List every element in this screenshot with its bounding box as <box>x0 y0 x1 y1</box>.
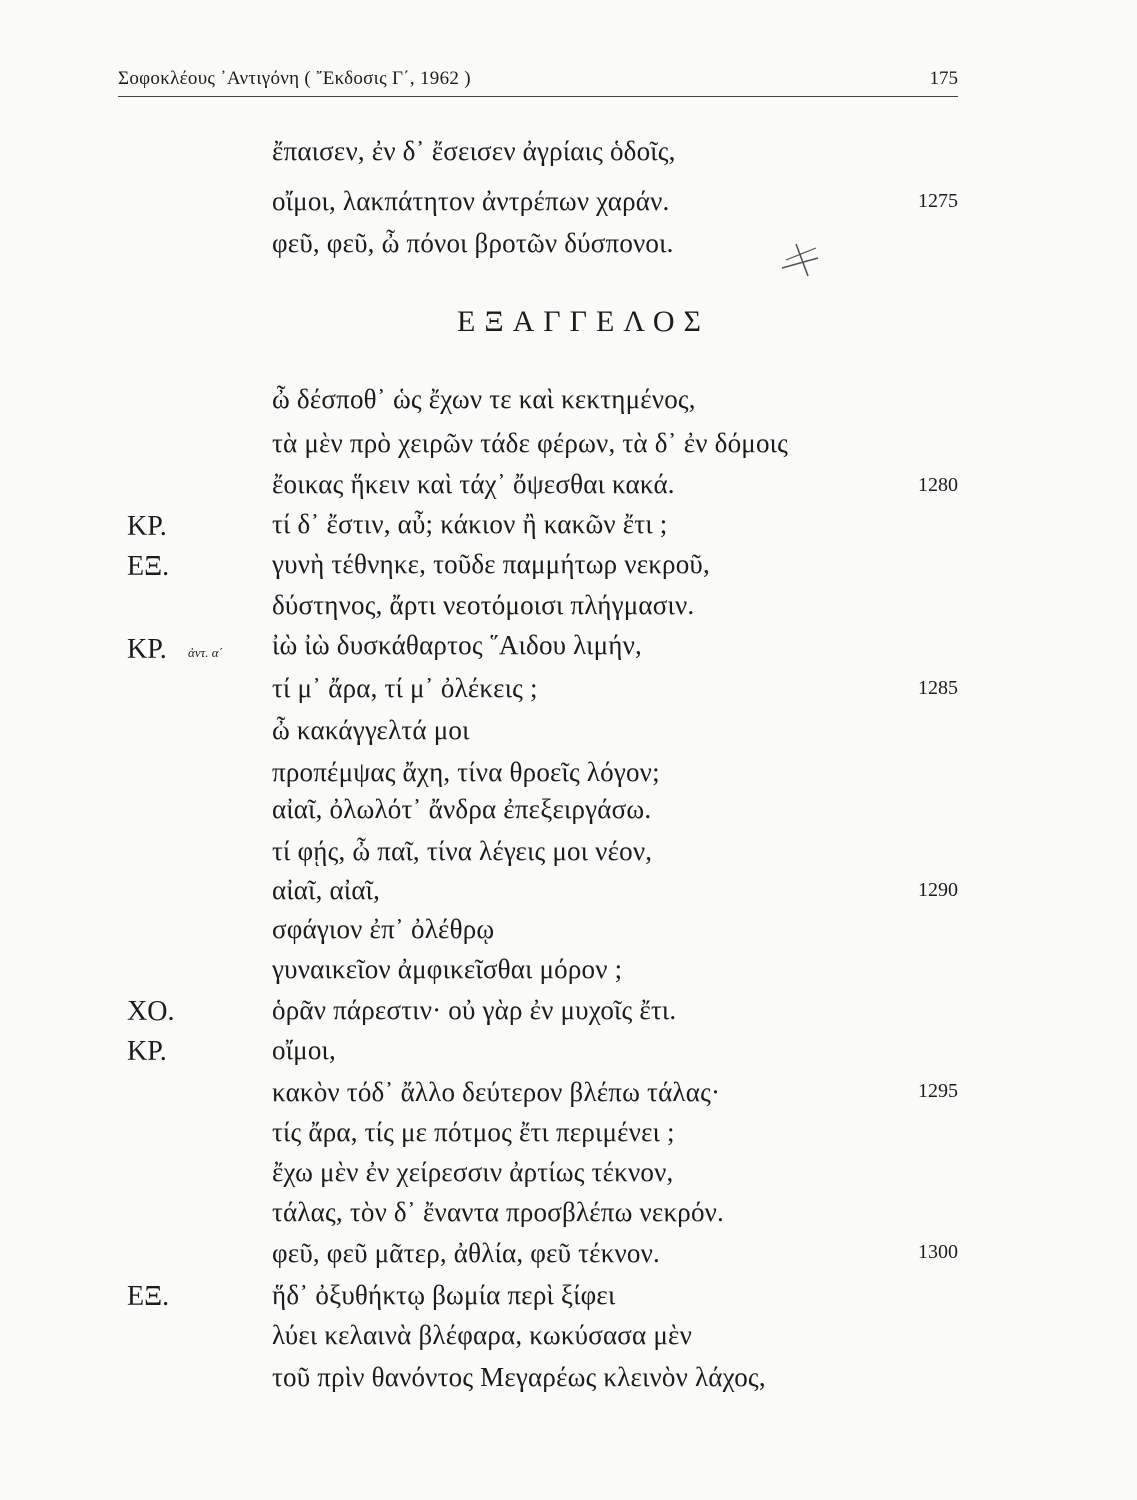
marginal-note: ἀντ. α΄ <box>188 645 223 660</box>
verse-line: δύστηνος, ἄρτι νεοτόμοισι πλήγμασιν. <box>272 590 695 620</box>
verse-line: αἰαῖ, ὀλωλότ᾽ ἄνδρα ἐπεξειργάσω. <box>272 794 652 824</box>
verse-line: ἔοικας ἥκειν καὶ τάχ᾽ ὄψεσθαι κακά. <box>272 469 675 499</box>
verse-line: ὦ κακάγγελτά μοι <box>272 715 470 745</box>
running-head-title: Σοφοκλέους ᾽Αντιγόνη ( ῎Εκδοσις Γ΄, 1962 ) <box>118 68 471 89</box>
verse-line: τὰ μὲν πρὸ χειρῶν τάδε φέρων, τὰ δ᾽ ἐν δόμοις <box>272 428 789 458</box>
speaker-label: ΚΡ. <box>127 511 167 542</box>
speaker-label: ΕΞ. <box>127 1281 170 1312</box>
verse-line: οἴμοι, λακπάτητον ἀντρέπων χαράν. <box>272 186 670 216</box>
verse-line: οἴμοι, <box>272 1035 336 1065</box>
speaker-label: ΧΟ. <box>127 996 175 1027</box>
verse-line: ἔπαισεν, ἐν δ᾽ ἔσεισεν ἀγρίαις ὁδοῖς, <box>272 136 676 166</box>
page-number: 175 <box>929 68 958 89</box>
line-number: 1280 <box>918 474 958 496</box>
line-number: 1275 <box>918 190 958 212</box>
verse-line: κακὸν τόδ᾽ ἄλλο δεύτερον βλέπω τάλας· <box>272 1077 721 1107</box>
verse-line: αἰαῖ, αἰαῖ, <box>272 875 381 905</box>
verse-line: σφάγιον ἐπ᾽ ὀλέθρῳ <box>272 914 495 944</box>
line-number: 1290 <box>918 879 958 901</box>
speaker-label: ΕΞ. <box>127 551 170 582</box>
running-header <box>118 66 958 97</box>
line-number: 1295 <box>918 1080 958 1102</box>
speaker-label: ΚΡ. <box>127 634 167 665</box>
verse-line: γυνὴ τέθνηκε, τοῦδε παμμήτωρ νεκροῦ, <box>272 549 710 579</box>
verse-line: ὁρᾶν πάρεστιν· οὐ γὰρ ἐν μυχοῖς ἔτι. <box>272 995 677 1025</box>
verse-line: ἰὼ ἰὼ δυσκάθαρτος ῞Αιδου λιμήν, <box>272 630 642 660</box>
verse-line: τί μ᾽ ἄρα, τί μ᾽ ὀλέκεις ; <box>272 673 538 703</box>
verse-line: φεῦ, φεῦ, ὦ πόνοι βροτῶν δύσπονοι. <box>272 228 674 258</box>
verse-line: ὦ δέσποθ᾽ ὡς ἔχων τε καὶ κεκτημένος, <box>272 384 696 414</box>
verse-line: τί φῄς, ὦ παῖ, τίνα λέγεις μοι νέον, <box>272 836 653 866</box>
handwritten-cross-mark <box>778 238 824 278</box>
verse-line: τάλας, τὸν δ᾽ ἔναντα προσβλέπω νεκρόν. <box>272 1197 725 1227</box>
verse-line: ἔχω μὲν ἐν χείρεσσιν ἀρτίως τέκνον, <box>272 1157 674 1187</box>
verse-line: τί δ᾽ ἔστιν, αὖ; κάκιον ἢ κακῶν ἔτι ; <box>272 509 668 539</box>
line-number: 1300 <box>918 1241 958 1263</box>
verse-line: προπέμψας ἄχη, τίνα θροεῖς λόγον; <box>272 757 660 787</box>
verse-line: ἥδ᾽ ὀξυθήκτῳ βωμία περὶ ξίφει <box>272 1280 616 1310</box>
line-number: 1285 <box>918 677 958 699</box>
section-heading: ΕΞΑΓΓΕΛΟΣ <box>457 305 710 338</box>
speaker-label: ΚΡ. <box>127 1036 167 1067</box>
verse-line: τοῦ πρὶν θανόντος Μεγαρέως κλεινὸν λάχος, <box>272 1362 766 1392</box>
verse-line: λύει κελαινὰ βλέφαρα, κωκύσασα μὲν <box>272 1320 692 1350</box>
verse-line: τίς ἄρα, τίς με πότμος ἔτι περιμένει ; <box>272 1117 675 1147</box>
verse-line: γυναικεῖον ἀμφικεῖσθαι μόρον ; <box>272 954 623 984</box>
verse-line: φεῦ, φεῦ μᾶτερ, ἀθλία, φεῦ τέκνον. <box>272 1238 660 1268</box>
